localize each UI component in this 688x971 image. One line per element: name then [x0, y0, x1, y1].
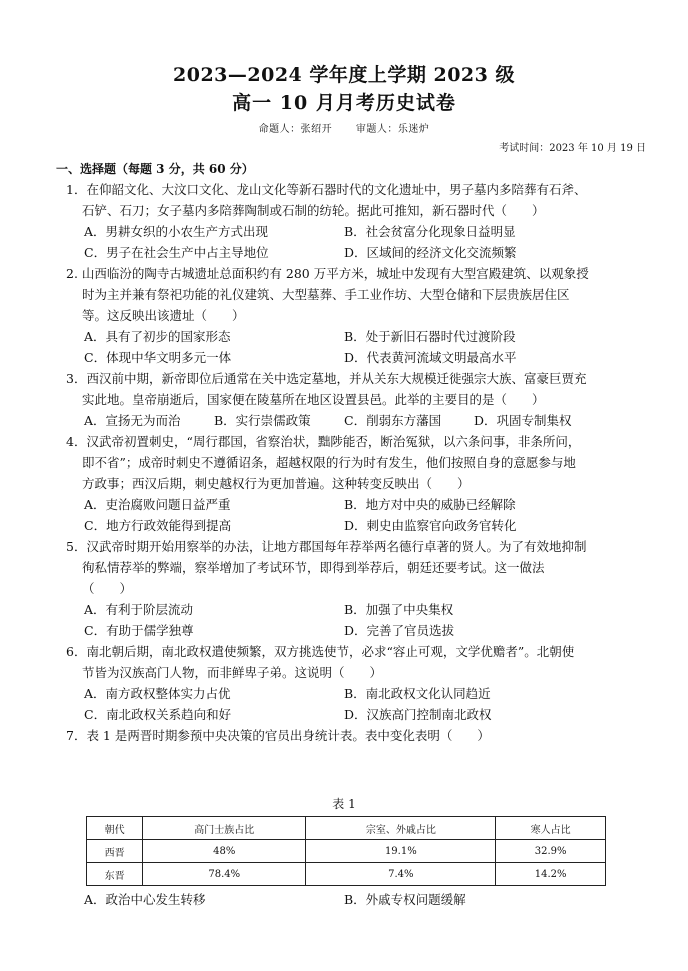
question-6 [66, 641, 656, 683]
question-2 [66, 263, 656, 326]
question-text: 山西临汾的陶寺古城遗址总面积约有 280 万平方米，城址中发现有大型宫殿建筑、以观象授 [81, 266, 589, 281]
table-header: 寒人占比 [496, 817, 606, 840]
exam-title-line2: 高一 10 月月考历史试卷 [232, 92, 456, 114]
table-cell: 78.4% [143, 863, 306, 886]
option-a[interactable]: A．南方政权整体实力占优 [84, 686, 231, 701]
question-text: 西汉前中期，新帝即位后通常在关中选定墓地，并从关东大规模迁徙强宗大族、富豪巨贾充 [86, 371, 587, 386]
option-a[interactable]: A．宣扬无为而治 [84, 413, 181, 428]
option-d[interactable]: D．刺史由监察官向政务官转化 [344, 518, 517, 533]
option-a[interactable]: A．吏治腐败问题日益严重 [84, 497, 231, 512]
question-text: 石铲、石刀；女子墓内多陪葬陶制或石制的纺轮。据此可推知，新石器时代（ ） [82, 203, 545, 218]
table-row [87, 840, 606, 863]
table-cell: 7.4% [306, 863, 496, 886]
option-b[interactable]: B．处于新旧石器时代过渡阶段 [344, 329, 516, 344]
option-c[interactable]: C．地方行政效能得到提高 [84, 518, 232, 533]
table-caption: 表 1 [332, 797, 356, 811]
table-cell: 48% [143, 840, 306, 863]
option-b[interactable]: B．南北政权文化认同趋近 [344, 686, 491, 701]
option-d[interactable]: D．代表黄河流域文明最高水平 [344, 350, 517, 365]
question-text: 汉武帝初置刺史，“周行郡国，省察治状，黜陟能否，断治冤狱，以六条问事，非条所问， [86, 434, 581, 449]
option-a[interactable]: A．具有了初步的国家形态 [84, 329, 231, 344]
question-text: 等。这反映出该遗址（ ） [82, 308, 245, 323]
question-number: 6． [66, 644, 87, 659]
table-header: 朝代 [87, 817, 143, 840]
exam-time: 考试时间：2023 年 10 月 19 日 [499, 143, 646, 154]
official-origin-table [86, 816, 606, 886]
question-text: （ ） [82, 581, 133, 596]
table-header: 高门士族占比 [143, 817, 306, 840]
table-row [87, 863, 606, 886]
option-c[interactable]: C．体现中华文明多元一体 [84, 350, 232, 365]
section-title: 一、选择题（每题 3 分，共 60 分） [56, 162, 254, 176]
option-c[interactable]: C．削弱东方藩国 [344, 413, 442, 428]
option-a[interactable]: A．有利于阶层流动 [84, 602, 194, 617]
question-5 [66, 536, 656, 599]
question-text: 南北朝后期，南北政权遣使频繁，双方挑选使节，必求“容止可观，文学优赡者”。北朝使 [86, 644, 575, 659]
question-3 [66, 368, 656, 410]
question-number: 2. [66, 266, 78, 281]
option-c[interactable]: C．南北政权关系趋向和好 [84, 707, 232, 722]
table-cell: 东晋 [87, 863, 143, 886]
table-cell: 14.2% [496, 863, 606, 886]
option-d[interactable]: D．区域间的经济文化交流频繁 [344, 245, 517, 260]
table-cell: 西晋 [87, 840, 143, 863]
question-number: 3． [66, 371, 87, 386]
option-d[interactable]: D．巩固专制集权 [474, 413, 572, 428]
table-cell: 32.9% [496, 840, 606, 863]
question-number: 4． [66, 434, 87, 449]
question-text: 汉武帝时期开始用察举的办法，让地方郡国每年荐举两名德行卓著的贤人。为了有效地抑制 [86, 539, 587, 554]
option-d[interactable]: D．完善了官员选拔 [344, 623, 455, 638]
exam-title-line1: 2023—2024 学年度上学期 2023 级 [173, 64, 515, 86]
table-header-row [87, 817, 606, 840]
question-4 [66, 431, 656, 494]
option-d[interactable]: D．汉族高门控制南北政权 [344, 707, 492, 722]
option-b[interactable]: B．加强了中央集权 [344, 602, 454, 617]
option-c[interactable]: C．有助于儒学独尊 [84, 623, 194, 638]
question-number: 5． [66, 539, 87, 554]
table-cell: 19.1% [306, 840, 496, 863]
option-a[interactable]: A．政治中心发生转移 [84, 892, 206, 907]
option-a[interactable]: A．男耕女织的小农生产方式出现 [84, 224, 269, 239]
option-b[interactable]: B．地方对中央的威胁已经解除 [344, 497, 516, 512]
question-number: 1． [66, 182, 87, 197]
question-text: 表 1 是两晋时期参预中央决策的官员出身统计表。表中变化表明（ ） [86, 728, 490, 743]
reviewer-label: 审题人：乐迷炉 [355, 124, 430, 135]
question-text: 时为主并兼有祭祀功能的礼仪建筑、大型墓葬、手工业作坊、大型仓储和下层贵族居住区 [82, 287, 570, 302]
table-header: 宗室、外戚占比 [306, 817, 496, 840]
option-b[interactable]: B．实行崇儒政策 [214, 413, 311, 428]
question-7 [66, 725, 656, 746]
option-c[interactable]: C．男子在社会生产中占主导地位 [84, 245, 269, 260]
option-b[interactable]: B．社会贫富分化现象日益明显 [344, 224, 516, 239]
authors-line [0, 120, 688, 135]
question-text: 方政事；西汉后期，刺史越权行为更加普遍。这种转变反映出（ ） [82, 476, 470, 491]
question-text: 实此地。皇帝崩逝后，国家便在陵墓所在地区设置县邑。此举的主要目的是（ ） [82, 392, 545, 407]
question-text: 即不省”；成帝时刺史不遵循诏条，超越权限的行为时有发生，他们按照自身的意愿参与地 [82, 455, 576, 470]
option-b[interactable]: B．外戚专权问题缓解 [344, 892, 466, 907]
question-text: 在仰韶文化、大汶口文化、龙山文化等新石器时代的文化遗址中，男子墓内多陪葬有石斧、 [86, 182, 587, 197]
question-text: 徇私情荐举的弊端，察举增加了考试环节，即得到举荐后，朝廷还要考试。这一做法 [82, 560, 545, 575]
question-1 [66, 179, 656, 221]
setter-label: 命题人：张绍开 [258, 124, 333, 135]
question-number: 7． [66, 728, 87, 743]
question-text: 节皆为汉族高门人物，而非鲜卑子弟。这说明（ ） [82, 665, 383, 680]
